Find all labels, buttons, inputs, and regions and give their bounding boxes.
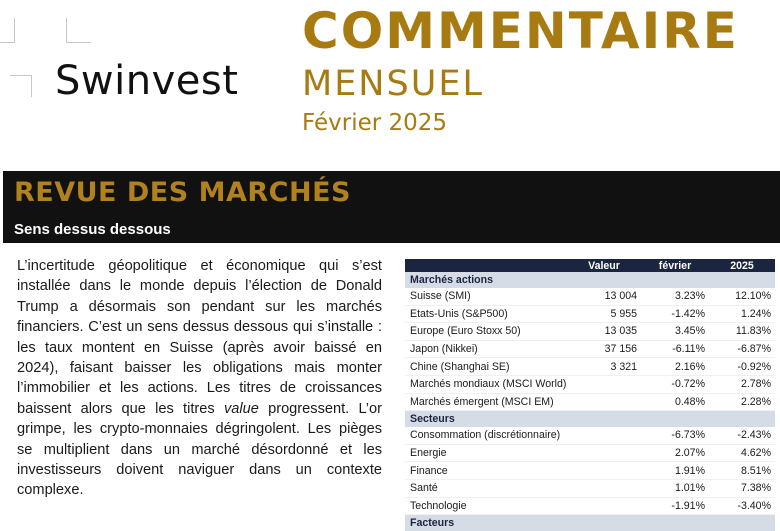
- table-cell-value: 3 321: [567, 358, 641, 376]
- table-row: [405, 323, 775, 341]
- table-cell-month: -1.42%: [641, 305, 709, 323]
- table-cell-value: 5 955: [567, 305, 641, 323]
- table-cell-label: Consommation (discrétionnaire): [405, 427, 567, 444]
- article-text-italic: value: [223, 400, 259, 417]
- table-cell-ytd: 11.83%: [709, 323, 775, 341]
- table-cell-ytd: -2.43%: [709, 427, 775, 444]
- table-cell-ytd: 2.78%: [709, 375, 775, 393]
- table-row: [405, 427, 775, 444]
- table-row: [405, 462, 775, 480]
- logo-wordmark: Swinvest: [55, 58, 239, 104]
- table-cell-value: [567, 393, 641, 411]
- table-header-month: février: [641, 259, 709, 272]
- table-cell-ytd: 7.38%: [709, 479, 775, 497]
- table-cell-label: Technologie: [405, 497, 567, 515]
- table-cell-month: -6.11%: [641, 340, 709, 358]
- table-row: [405, 444, 775, 462]
- table-cell-ytd: 1.24%: [709, 305, 775, 323]
- table-row: [405, 358, 775, 376]
- table-cell-value: 37 156: [567, 340, 641, 358]
- table-section-title: Marchés actions: [405, 272, 775, 288]
- table-cell-value: [567, 444, 641, 462]
- table-cell-month: 2.16%: [641, 358, 709, 376]
- table-row: [405, 497, 775, 515]
- table-cell-value: [567, 479, 641, 497]
- table-cell-month: 0.48%: [641, 393, 709, 411]
- table-cell-label: Chine (Shanghai SE): [405, 358, 567, 376]
- table-cell-value: [567, 497, 641, 515]
- table-cell-month: 2.07%: [641, 444, 709, 462]
- table-cell-ytd: 8.51%: [709, 462, 775, 480]
- table-cell-month: 1.91%: [641, 462, 709, 480]
- table-cell-month: -0.72%: [641, 375, 709, 393]
- table-section-title: Secteurs: [405, 411, 775, 428]
- table-cell-month: 3.23%: [641, 288, 709, 305]
- table-cell-ytd: 2.28%: [709, 393, 775, 411]
- section-subtitle: Sens dessus dessous: [14, 221, 171, 238]
- logo-corner-mark: [10, 75, 32, 76]
- table-section-row: [405, 272, 775, 288]
- table-cell-value: [567, 375, 641, 393]
- table-section-title: Facteurs: [405, 515, 775, 531]
- page-date: Février 2025: [302, 110, 448, 136]
- table-cell-label: Marchés mondiaux (MSCI World): [405, 375, 567, 393]
- table-cell-ytd: -3.40%: [709, 497, 775, 515]
- table-row: [405, 479, 775, 497]
- table-cell-label: Europe (Euro Stoxx 50): [405, 323, 567, 341]
- table-cell-ytd: 4.62%: [709, 444, 775, 462]
- table-row: [405, 305, 775, 323]
- table-cell-ytd: -0.92%: [709, 358, 775, 376]
- logo-corner-mark: [66, 42, 91, 43]
- market-table: [405, 259, 775, 531]
- table-cell-value: 13 035: [567, 323, 641, 341]
- logo-corner-mark: [66, 18, 67, 43]
- table-header-ytd: 2025: [709, 259, 775, 272]
- table-cell-value: [567, 462, 641, 480]
- page-title: COMMENTAIRE: [302, 2, 739, 60]
- table-cell-ytd: 12.10%: [709, 288, 775, 305]
- article-body: [17, 256, 382, 501]
- table-cell-value: 13 004: [567, 288, 641, 305]
- table-header-row: [405, 259, 775, 272]
- table-cell-ytd: -6.87%: [709, 340, 775, 358]
- table-cell-month: 3.45%: [641, 323, 709, 341]
- logo-corner-mark: [31, 75, 32, 97]
- page-subtitle: MENSUEL: [302, 64, 484, 104]
- table-row: [405, 288, 775, 305]
- table-row: [405, 375, 775, 393]
- table-cell-value: [567, 427, 641, 444]
- table-cell-label: Suisse (SMI): [405, 288, 567, 305]
- table-cell-month: -6.73%: [641, 427, 709, 444]
- section-title: REVUE DES MARCHÉS: [14, 177, 351, 208]
- table-cell-label: Energie: [405, 444, 567, 462]
- table-cell-label: Etats-Unis (S&P500): [405, 305, 567, 323]
- table-row: [405, 393, 775, 411]
- article-text-part2: progressent. L’or grimpe, les crypto-monnaies dégringolent. Les pièges se multiplient dans un marché désordonné et les investisseurs doivent naviguer dans un contexte complexe.: [17, 400, 383, 499]
- table-cell-label: Marchés émergent (MSCI EM): [405, 393, 567, 411]
- section-banner: [3, 171, 780, 243]
- table-cell-label: Japon (Nikkei): [405, 340, 567, 358]
- table-cell-month: -1.91%: [641, 497, 709, 515]
- table-cell-label: Santé: [405, 479, 567, 497]
- logo-corner-mark: [0, 42, 15, 43]
- table-cell-label: Finance: [405, 462, 567, 480]
- table-cell-month: 1.01%: [641, 479, 709, 497]
- logo-corner-mark: [14, 18, 15, 43]
- table-header-label: [405, 259, 567, 272]
- table-section-row: [405, 411, 775, 428]
- table-row: [405, 340, 775, 358]
- article-text-part1: L’incertitude géopolitique et économique qui s’est installée dans le monde depuis l’élection de Donald Trump a désormais son pendant sur les marchés financiers. C’est un sens dessus dessous qui s’installe : les taux montent en Suisse (après avoir baissé en 2024), faisant baisser les obligations mais monter l’immobilier et les actions. Les titres de croissances baissent alors que les titres: [17, 258, 382, 417]
- table-header-value: Valeur: [567, 259, 641, 272]
